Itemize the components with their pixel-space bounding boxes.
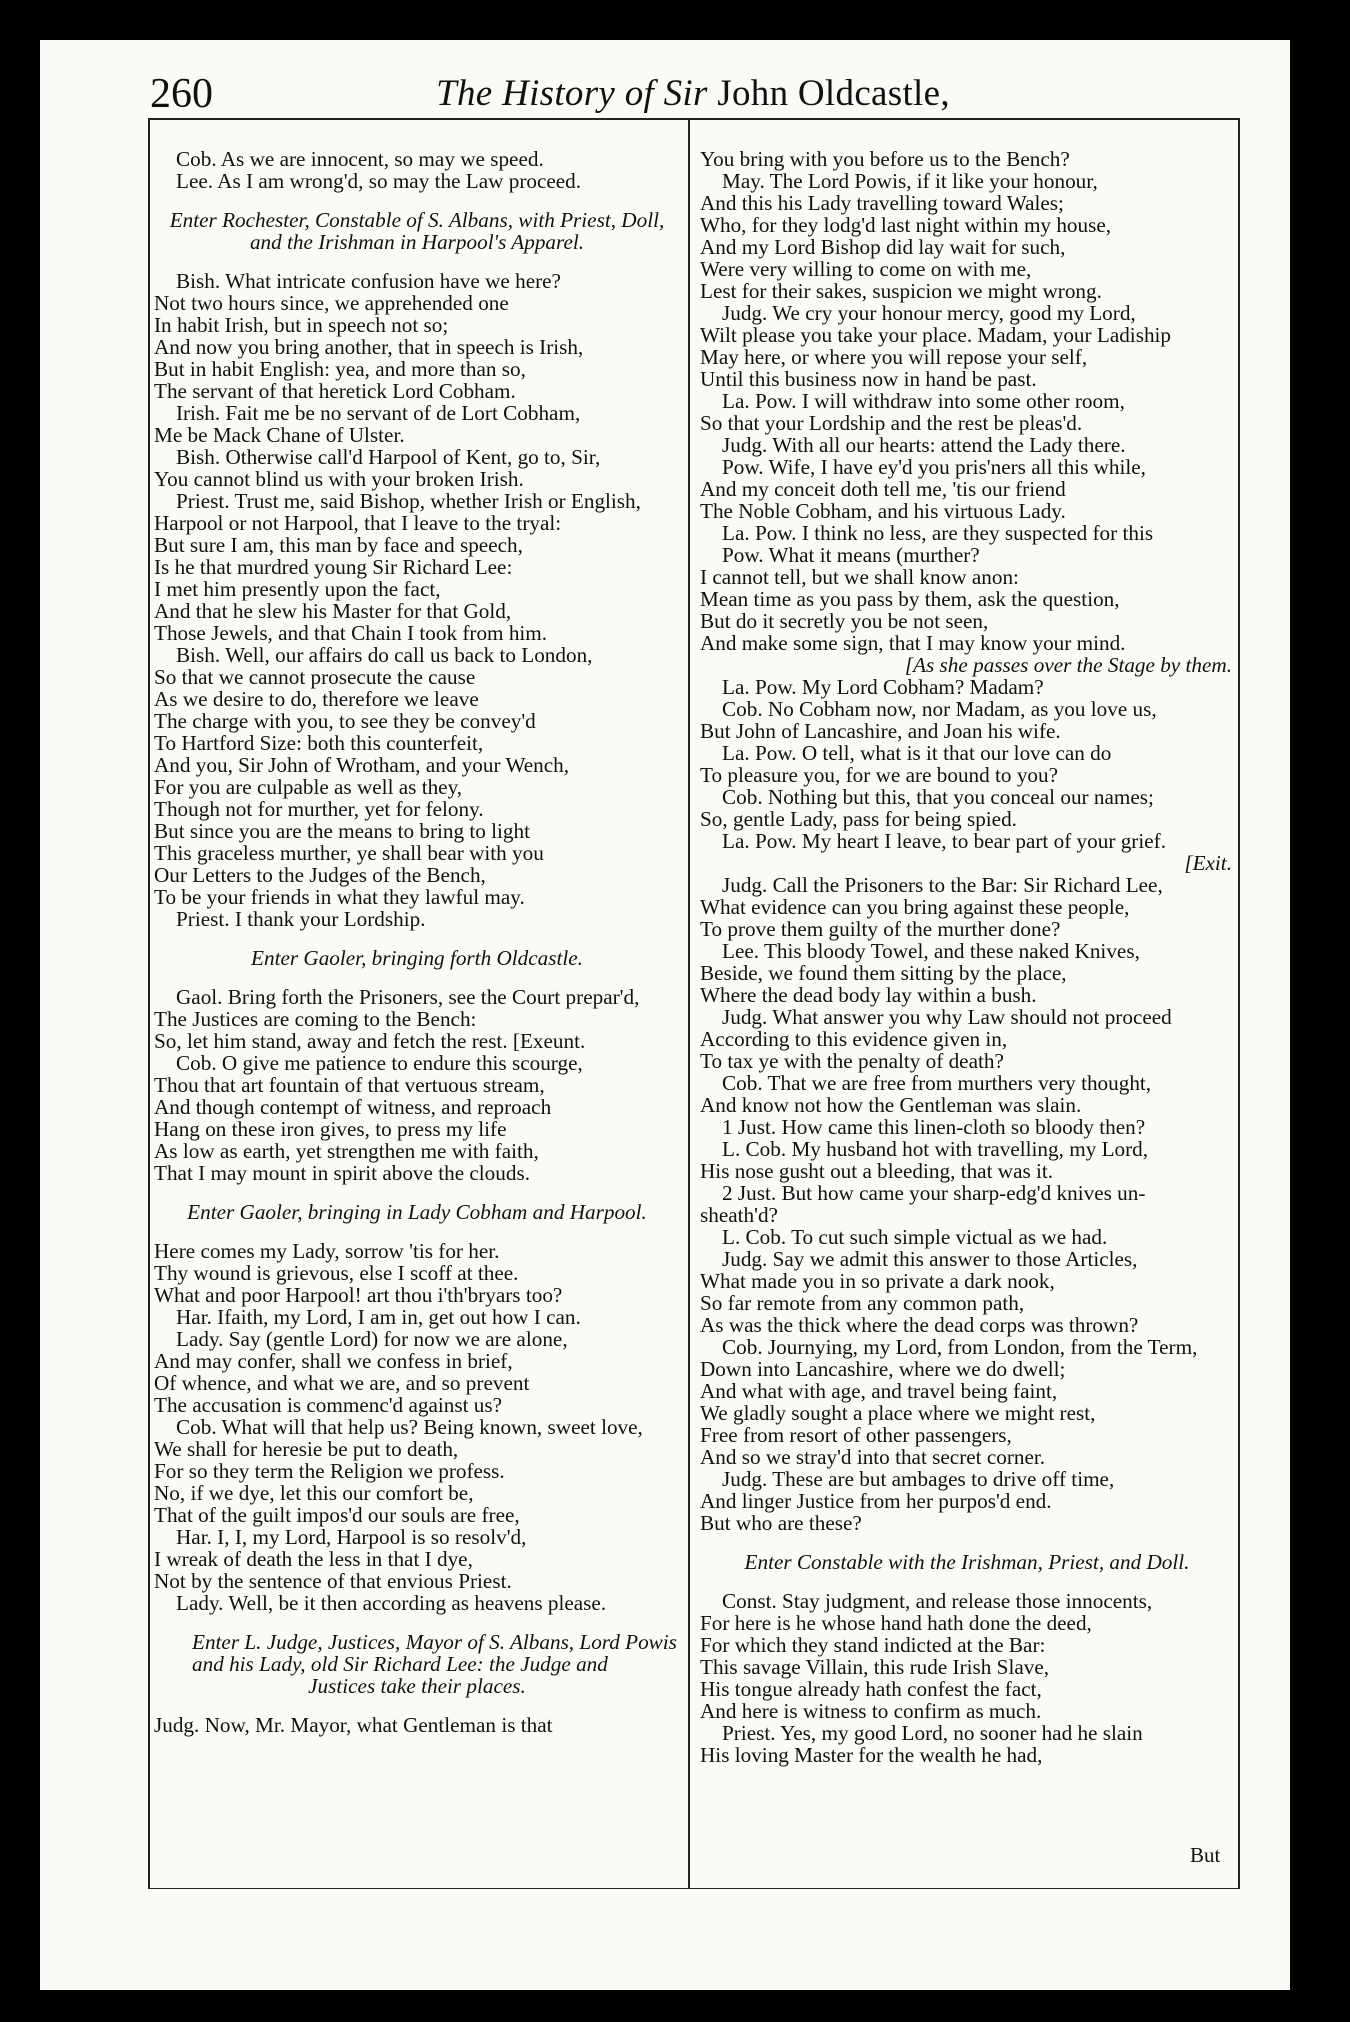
spacer [152,1184,680,1201]
verse-line: His loving Master for the wealth he had, [700,1743,1043,1767]
verse-line: And though contempt of witness, and reproach [154,1095,552,1119]
spacer [152,1614,680,1631]
spacer [152,930,680,947]
verse-line: Here comes my Lady, sorrow 'tis for her. [154,1239,500,1263]
verse-line: Until this business now in hand be past. [700,367,1037,391]
verse-line: But sure I am, this man by face and speech, [154,533,523,557]
verse-line: Thy wound is grievous, else I scoff at thee. [154,1261,519,1285]
verse-line: What made you in so private a dark nook, [700,1269,1055,1293]
speech-line: 1 Just. How came this linen-cloth so bloody then? [722,1115,1146,1139]
verse-line: And now you bring another, that in speech is Irish, [154,335,584,359]
verse-line: Me be Mack Chane of Ulster. [154,423,405,447]
verse-line: And what with age, and travel being faint, [700,1379,1058,1403]
verse-line: Were very willing to come on with me, [700,257,1032,281]
speech-line: Cob. What will that help us? Being known, sweet love, [176,1415,643,1439]
verse-line: For which they stand indicted at the Bar: [700,1633,1046,1657]
verse-line: We shall for heresie be put to death, [154,1437,459,1461]
verse-line: What evidence can you bring against these people, [700,895,1130,919]
spacer [152,1697,680,1714]
speech-line: 2 Just. But how came your sharp-edg'd knives un- [722,1181,1146,1205]
speech-line: L. Cob. My husband hot with travelling, my Lord, [722,1137,1149,1161]
speech-line: Cob. As we are innocent, so may we speed. [176,147,544,171]
speech-line: Priest. Yes, my good Lord, no sooner had he slain [722,1721,1143,1745]
verse-line: And know not how the Gentleman was slain. [700,1093,1082,1117]
running-title [148,72,1238,115]
spacer [152,1223,680,1240]
stage-direction: and his Lady, old Sir Richard Lee: the Judge and [192,1652,608,1676]
verse-line: I met him presently upon the fact, [154,577,441,601]
verse-line: So that your Lordship and the rest be pleas'd. [700,411,1083,435]
verse-line: I cannot tell, but we shall know anon: [700,565,1019,589]
stage-direction: Enter Gaoler, bringing forth Oldcastle. [251,946,583,970]
verse-line: No, if we dye, let this our comfort be, [154,1481,474,1505]
verse-line: The servant of that heretick Lord Cobham. [154,379,516,403]
spacer [152,192,680,209]
verse-line: Harpool or not Harpool, that I leave to the tryal: [154,511,562,535]
verse-line: According to this evidence given in, [700,1027,1008,1051]
speech-line: Bish. What intricate confusion have we here? [176,269,561,293]
verse-line: The accusation is commenc'd against us? [154,1393,503,1417]
spacer [152,969,680,986]
verse-line: And this his Lady travelling toward Wales; [700,191,1064,215]
speech-line: Judg. With all our hearts: attend the Lady there. [722,433,1126,457]
verse-line: In habit Irish, but in speech not so; [154,313,449,337]
verse-line: That of the guilt impos'd our souls are free, [154,1503,520,1527]
stage-direction: Enter Constable with the Irishman, Priest, and Doll. [744,1550,1190,1574]
verse-line: As was the thick where the dead corps was thrown? [700,1313,1139,1337]
speech-line: Priest. Trust me, said Bishop, whether Irish or English, [176,489,641,513]
stage-direction: Justices take their places. [308,1674,526,1698]
speech-line: Bish. Well, our affairs do call us back to London, [176,643,593,667]
verse-line: And so we stray'd into that secret corner. [700,1445,1046,1469]
verse-line: Down into Lancashire, where we do dwell; [700,1357,1066,1381]
verse-line: Not by the sentence of that envious Priest. [154,1569,512,1593]
speech-line: Const. Stay judgment, and release those innocents, [722,1589,1153,1613]
verse-line: This graceless murther, ye shall bear with you [154,841,544,865]
verse-line: So that we cannot prosecute the cause [154,665,476,689]
verse-line: To prove them guilty of the murther done? [700,917,1061,941]
verse-line: You bring with you before us to the Bench? [700,147,1070,171]
speech-line: Lee. This bloody Towel, and these naked Knives, [722,939,1140,963]
speech-line: Irish. Fait me be no servant of de Lort Cobham, [176,401,581,425]
verse-line: May here, or where you will repose your self, [700,345,1088,369]
speech-line: La. Pow. O tell, what is it that our love can do [722,741,1112,765]
verse-line: That I may mount in spirit above the clouds. [154,1161,531,1185]
verse-line: His tongue already hath confest the fact, [700,1677,1042,1701]
speech-line: Judg. We cry your honour mercy, good my Lord, [722,301,1136,325]
verse-line: We gladly sought a place where we might rest, [700,1401,1096,1425]
verse-line: Where the dead body lay within a bush. [700,983,1037,1007]
speech-line: Pow. What it means (murther? [722,543,980,567]
stage-direction: Enter Rochester, Constable of S. Albans, with Priest, Doll, [169,208,665,232]
speech-line: Judg. Say we admit this answer to those Articles, [722,1247,1138,1271]
speech-line: L. Cob. To cut such simple victual as we had. [722,1225,1108,1249]
speech-line: Bish. Otherwise call'd Harpool of Kent, go to, Sir, [176,445,601,469]
verse-line: For so they term the Religion we profess. [154,1459,505,1483]
speech-line: La. Pow. My Lord Cobham? Madam? [722,675,1044,699]
verse-line: Lest for their sakes, suspicion we might wrong. [700,279,1102,303]
verse-line: For here is he whose hand hath done the deed, [700,1611,1092,1635]
speech-line: Lee. As I am wrong'd, so may the Law proceed. [176,169,582,193]
stage-direction: Enter Gaoler, bringing in Lady Cobham and Harpool. [187,1200,647,1224]
speech-line: May. The Lord Powis, if it like your honour, [722,169,1098,193]
verse-line: Of whence, and what we are, and so prevent [154,1371,530,1395]
verse-line: But do it secretly you be not seen, [700,609,989,633]
verse-line: For you are culpable as well as they, [154,775,463,799]
running-header [148,66,1238,120]
speech-line: Cob. O give me patience to endure this scourge, [176,1051,583,1075]
verse-line: As low as earth, yet strengthen me with faith, [154,1139,539,1163]
verse-line: And make some sign, that I may know your mind. [700,631,1126,655]
speech-line: Har. Ifaith, my Lord, I am in, get out how I can. [176,1305,581,1329]
speech-line: Judg. Call the Prisoners to the Bar: Sir Richard Lee, [722,873,1163,897]
speech-line: Lady. Say (gentle Lord) for now we are alone, [176,1327,568,1351]
spacer [152,253,680,270]
verse-line: Beside, we found them sitting by the place, [700,961,1067,985]
speech-line: La. Pow. I will withdraw into some other room, [722,389,1125,413]
verse-line: Who, for they lodg'd last night within my house, [700,213,1112,237]
running-title-italic: The History of Sir [436,73,708,114]
catchword: But [1190,1843,1221,1867]
verse-line: You cannot blind us with your broken Irish. [154,467,524,491]
speech-line: Lady. Well, be it then according as heavens please. [176,1591,607,1615]
verse-line: And here is witness to confirm as much. [700,1699,1042,1723]
verse-line: What and poor Harpool! art thou i'th'bryars too? [154,1283,563,1307]
speech-line: Judg. What answer you why Law should not proceed [722,1005,1172,1029]
verse-line: As we desire to do, therefore we leave [154,687,479,711]
verse-line: The Noble Cobham, and his virtuous Lady. [700,499,1066,523]
speech-line: Har. I, I, my Lord, Harpool is so resolv'd, [176,1525,527,1549]
stage-direction: and the Irishman in Harpool's Apparel. [249,230,585,254]
verse-line: So, gentle Lady, pass for being spied. [700,807,1017,831]
speech-line: Cob. That we are free from murthers very thought, [722,1071,1152,1095]
verse-line: Judg. Now, Mr. Mayor, what Gentleman is that [154,1713,553,1737]
verse-line: His nose gusht out a bleeding, that was it. [700,1159,1054,1183]
right-column [698,148,1234,1766]
verse-line: sheath'd? [700,1203,778,1227]
column-divider [688,120,690,1888]
verse-line: So, let him stand, away and fetch the rest. [Exeunt. [154,1029,586,1053]
speech-line: Cob. Journying, my Lord, from London, from the Term, [722,1335,1198,1359]
speech-line: Judg. These are but ambages to drive off time, [722,1467,1115,1491]
spacer [698,1534,1234,1551]
verse-line: And may confer, shall we confess in brief, [154,1349,513,1373]
verse-line: To Hartford Size: both this counterfeit, [154,731,484,755]
stage-direction: [As she passes over the Stage by them. [904,653,1232,677]
verse-line: The charge with you, to see they be convey'd [154,709,536,733]
speech-line: La. Pow. My heart I leave, to bear part of your grief. [722,829,1166,853]
verse-line: I wreak of death the less in that I dye, [154,1547,473,1571]
verse-line: Mean time as you pass by them, ask the question, [700,587,1120,611]
verse-line: And that he slew his Master for that Gold, [154,599,512,623]
verse-line: But John of Lancashire, and Joan his wife. [700,719,1061,743]
verse-line: To pleasure you, for we are bound to you? [700,763,1059,787]
stage-direction: [Exit. [1184,851,1232,875]
speech-line: Cob. Nothing but this, that you conceal our names; [722,785,1154,809]
verse-line: Hang on these iron gives, to press my life [154,1117,507,1141]
verse-line: But in habit English: yea, and more than so, [154,357,526,381]
verse-line: Is he that murdred young Sir Richard Lee: [154,555,513,579]
verse-line: To be your friends in what they lawful may. [154,885,525,909]
verse-line: Wilt please you take your place. Madam, your Ladiship [700,323,1172,347]
running-title-roman: John Oldcastle, [717,73,950,114]
speech-line: Cob. No Cobham now, nor Madam, as you love us, [722,697,1157,721]
speech-line: La. Pow. I think no less, are they suspected for this [722,521,1154,545]
verse-line: Those Jewels, and that Chain I took from him. [154,621,548,645]
verse-line: Free from resort of other passengers, [700,1423,1012,1447]
verse-line: This savage Villain, this rude Irish Slave, [700,1655,1050,1679]
verse-line: The Justices are coming to the Bench: [154,1007,477,1031]
verse-line: But since you are the means to bring to light [154,819,531,843]
verse-line: Though not for murther, yet for felony. [154,797,484,821]
verse-line: And my Lord Bishop did lay wait for such, [700,235,1066,259]
verse-line: So far remote from any common path, [700,1291,1025,1315]
left-column [152,148,680,1736]
verse-line: And linger Justice from her purpos'd end. [700,1489,1052,1513]
verse-line: And my conceit doth tell me, 'tis our friend [700,477,1066,501]
verse-line: And you, Sir John of Wrotham, and your Wench, [154,753,570,777]
stage-direction: Enter L. Judge, Justices, Mayor of S. Albans, Lord Powis [192,1630,677,1654]
verse-line: But who are these? [700,1511,862,1535]
speech-line: Priest. I thank your Lordship. [176,907,426,931]
spacer [698,1573,1234,1590]
page-number: 260 [150,71,213,117]
verse-line: Not two hours since, we apprehended one [154,291,509,315]
verse-line: To tax ye with the penalty of death? [700,1049,1004,1073]
verse-line: Thou that art fountain of that vertuous stream, [154,1073,545,1097]
speech-line: Gaol. Bring forth the Prisoners, see the Court prepar'd, [176,985,640,1009]
speech-line: Pow. Wife, I have ey'd you pris'ners all this while, [722,455,1146,479]
verse-line: Our Letters to the Judges of the Bench, [154,863,486,887]
